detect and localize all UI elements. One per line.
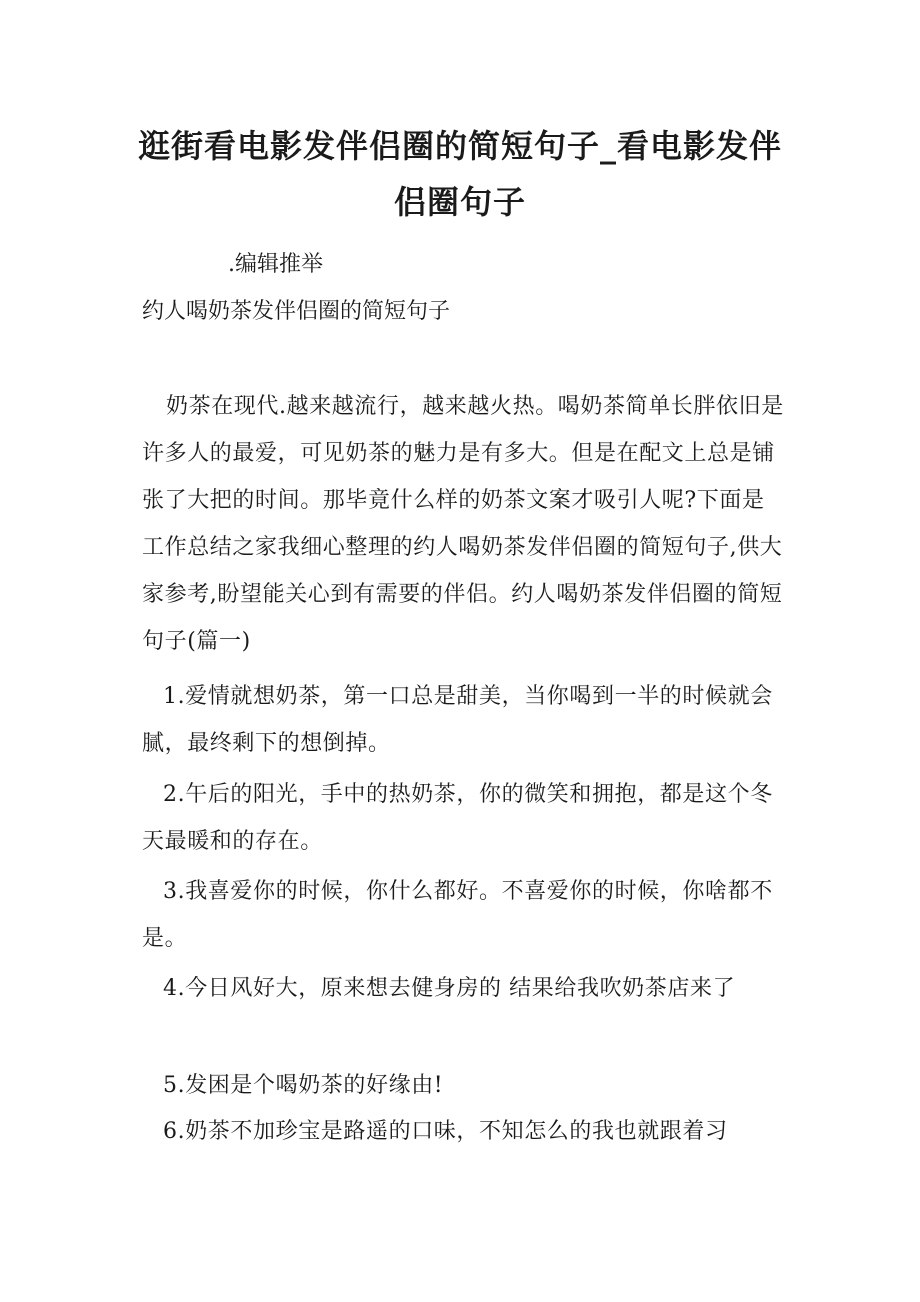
list-item: 4.今日风好大，原来想去健身房的 结果给我吹奶茶店来了	[163, 976, 736, 1001]
list-item: 5.发困是个喝奶茶的好缘由!	[163, 1073, 444, 1098]
document-title: 逛街看电影发伴侣圈的简短句子_看电影发伴侣圈句子	[137, 127, 782, 221]
intro-paragraph: 奶茶在现代.越来越流行，越来越火热。喝奶茶简单长胖依旧是许多人的最爱，可见奶茶的魅力是有多大。但是在配文上总是铺张了大把的时间。那毕竟什么样的奶茶文案才吸引人呢?下面是工作总结之家我细心整理的约人喝奶茶发伴侣圈的简短句子,供大家参考,盼望能关心到有需要的伴侣。约人喝奶茶发伴侣圈的简短句子(篇一)	[142, 394, 784, 654]
list-item: 1.爱情就想奶茶，第一口总是甜美，当你喝到一半的时候就会腻，最终剩下的想倒掉。	[142, 684, 773, 756]
list-item: 6.奶茶不加珍宝是路遥的口味，不知怎么的我也就跟着习	[163, 1119, 728, 1144]
list-item: 2.午后的阳光，手中的热奶茶，你的微笑和拥抱，都是这个冬天最暖和的存在。	[142, 782, 773, 854]
list-item: 3.我喜爱你的时候，你什么都好。不喜爱你的时候，你啥都不是。	[142, 879, 773, 951]
section-subtitle: 约人喝奶茶发伴侣圈的简短句子	[142, 299, 451, 324]
edit-note: .编辑推举	[228, 252, 323, 277]
